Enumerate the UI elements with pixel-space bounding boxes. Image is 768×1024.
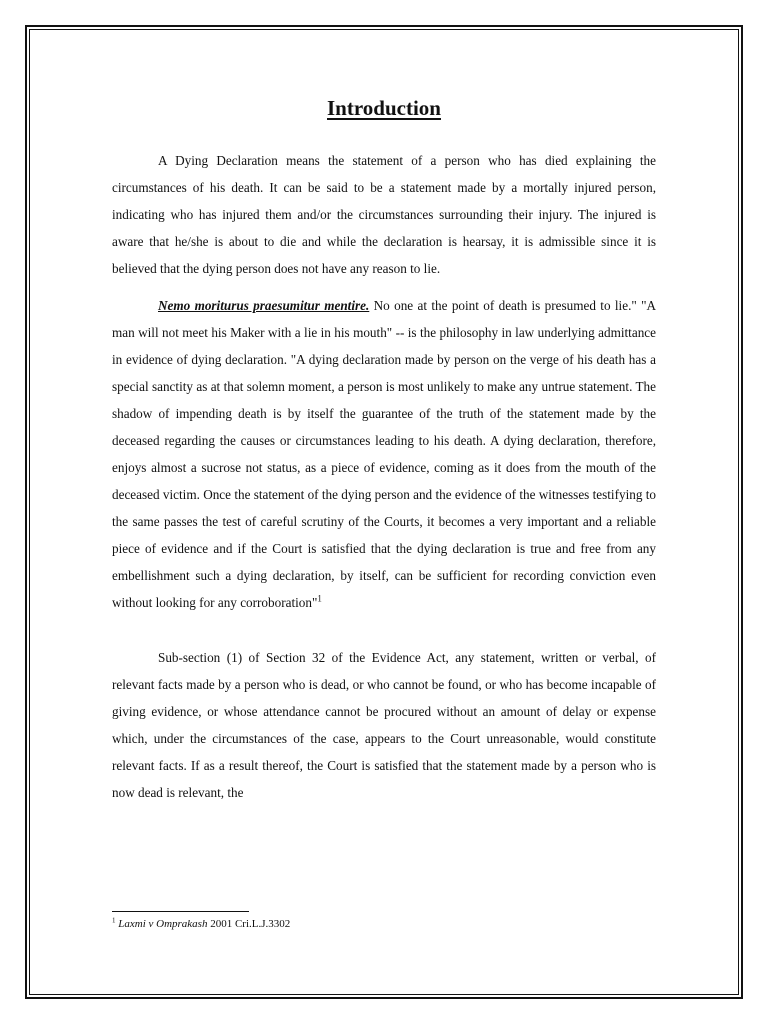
latin-maxim: Nemo moriturus praesumitur mentire. [158, 298, 370, 313]
footnote-reference[interactable]: 1 [317, 593, 322, 604]
footnote-separator [112, 911, 249, 912]
body-text [112, 147, 656, 806]
paragraph-maxim-text: No one at the point of death is presumed to lie." "A man will not meet his Maker with a lie in his mouth" -- is the philosophy in law underlying admittance in evidence of dying declaration. "A dying declaration made by person on the verge of his death has a special sanctity as at that solemn moment, a person is most unlikely to make any untrue statement. The shadow of impending death is by itself the guarantee of the truth of the statement made by the deceased regarding the causes or circumstances leading to his death. A dying declaration, therefore, enjoys almost a sucrose not status, as a piece of evidence, coming as it does from the mouth of the deceased victim. Once the statement of the dying person and the evidence of the witnesses testifying to the same passes the test of careful scrutiny of the Courts, it becomes a very important and a reliable piece of evidence and if the Court is satisfied that the dying declaration is true and free from any embellishment such a dying declaration, by itself, can be sufficient for recording conviction even without looking for any corroboration" [112, 298, 657, 610]
footnote [112, 916, 290, 932]
footnote-case-name: Laxmi v Omprakash [118, 918, 208, 930]
paragraph-section-32: Sub-section (1) of Section 32 of the Evidence Act, any statement, written or verbal, of relevant facts made by a person who is dead, or who cannot be found, or who has become incapable of giving evidence, or whose attendance cannot be procured without an amount of delay or expense which, under the circumstances of the case, appears to the Court unreasonable, would constitute relevant facts. If as a result thereof, the Court is satisfied that the statement made by a person who is now dead is relevant, the [112, 650, 656, 800]
footnote-number: 1 [112, 916, 116, 925]
paragraph-definition: A Dying Declaration means the statement of a person who has died explaining the circumstances of his death. It can be said to be a statement made by a mortally injured person, indicating who has injured them and/or the circumstances surrounding their injury. The injured is aware that he/she is about to die and while the declaration is hearsay, it is admissible since it is believed that the dying person does not have any reason to lie. [112, 153, 656, 276]
paragraph-maxim [112, 292, 656, 616]
page-title: Introduction [327, 96, 441, 120]
footnote-citation: 2001 Cri.L.J.3302 [207, 918, 291, 930]
